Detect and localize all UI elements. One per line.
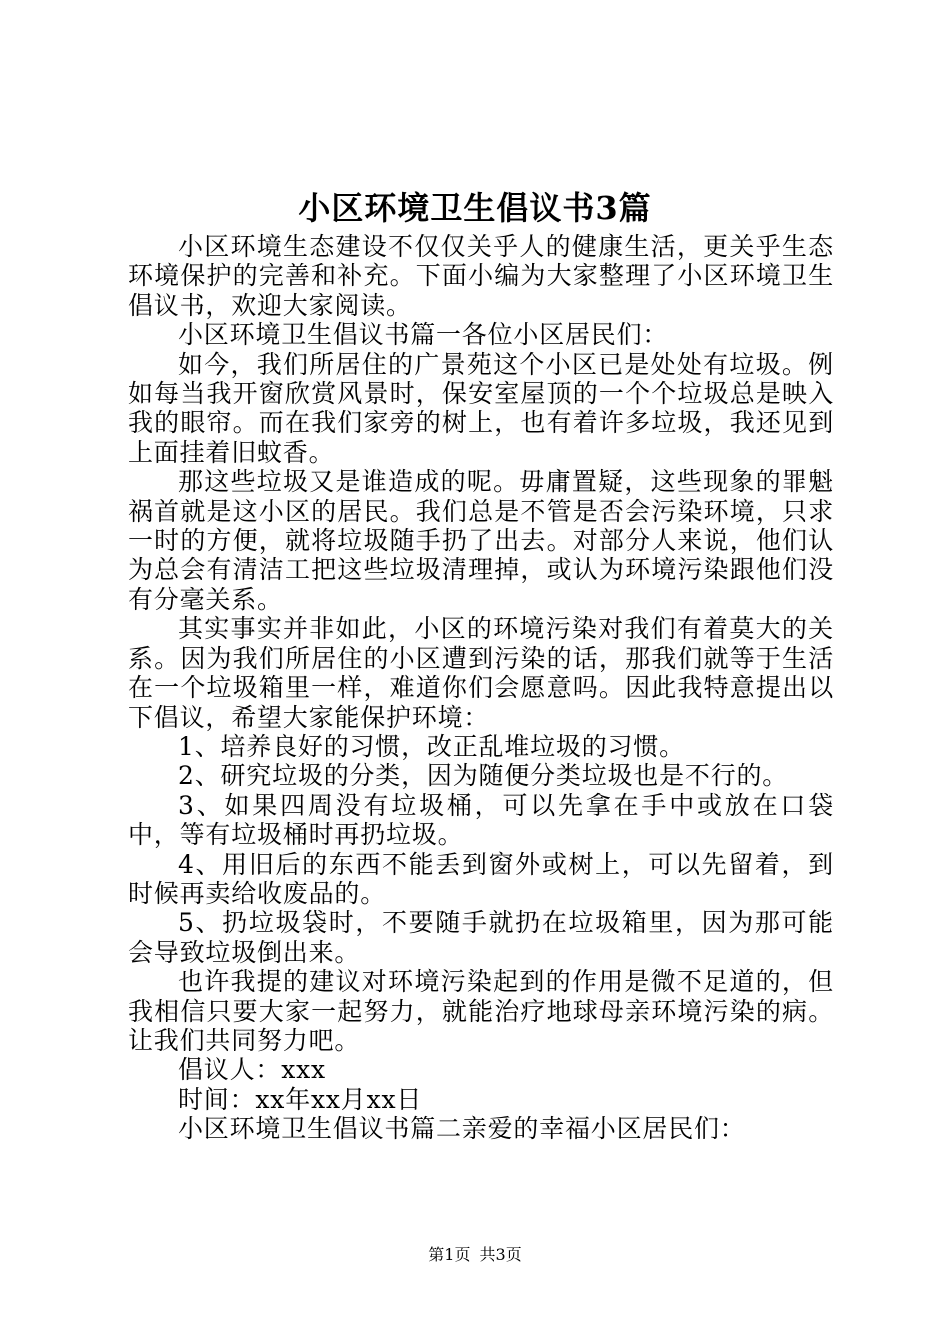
date-line: 时间：xx年xx月xx日	[178, 1084, 423, 1114]
signature-line: 倡议人：xxx	[178, 1055, 326, 1085]
list-item: 2、研究垃圾的分类，因为随便分类垃圾也是不行的。	[178, 761, 789, 791]
list-item: 5、扔垃圾袋时，不要随手就扔在垃圾箱里，因为那可能会导致垃圾倒出来。	[128, 908, 834, 967]
page-count: 共3页	[479, 1245, 522, 1264]
list-item: 4、用旧后的东西不能丢到窗外或树上，可以先留着，到时候再卖给收废品的。	[128, 849, 834, 908]
paragraph-section-one-heading: 小区环境卫生倡议书篇一各位小区居民们：	[178, 320, 669, 350]
list-item: 3、如果四周没有垃圾桶，可以先拿在手中或放在口袋中，等有垃圾桶时再扔垃圾。	[128, 790, 834, 850]
list-item: 1、培养良好的习惯，改正乱堆垃圾的习惯。	[178, 731, 685, 761]
paragraph: 也许我提的建议对环境污染起到的作用是微不足道的，但我相信只要大家一起努力，就能治疗地球母亲环境污染的病。让我们共同努力吧。	[128, 967, 834, 1055]
paragraph: 如今，我们所居住的广景苑这个小区已是处处有垃圾。例如每当我开窗欣赏风景时，保安室屋顶的一个个垃圾总是映入我的眼帘。而在我们家旁的树上，也有着许多垃圾，我还见到上面挂着旧蚊香。	[128, 349, 834, 467]
page-footer	[0, 1243, 950, 1267]
paragraph: 那这些垃圾又是谁造成的呢。毋庸置疑，这些现象的罪魁祸首就是这小区的居民。我们总是不管是否会污染环境，只求一时的方便，就将垃圾随手扔了出去。对部分人来说，他们认为总会有清洁工把这些垃圾清理掉，或认为环境污染跟他们没有分毫关系。	[128, 467, 834, 614]
document-body	[128, 232, 834, 1144]
paragraph-section-two-heading: 小区环境卫生倡议书篇二亲爱的幸福小区居民们：	[178, 1114, 746, 1144]
paragraph-intro: 小区环境生态建设不仅仅关乎人的健康生活，更关乎生态环境保护的完善和补充。下面小编为大家整理了小区环境卫生倡议书，欢迎大家阅读。	[128, 232, 834, 320]
page-number: 第1页	[428, 1245, 471, 1264]
paragraph: 其实事实并非如此，小区的环境污染对我们有着莫大的关系。因为我们所居住的小区遭到污染的话，那我们就等于生活在一个垃圾箱里一样，难道你们会愿意吗。因此我特意提出以下倡议，希望大家能保护环境：	[128, 614, 834, 732]
document-title: 小区环境卫生倡议书3篇	[298, 189, 652, 227]
